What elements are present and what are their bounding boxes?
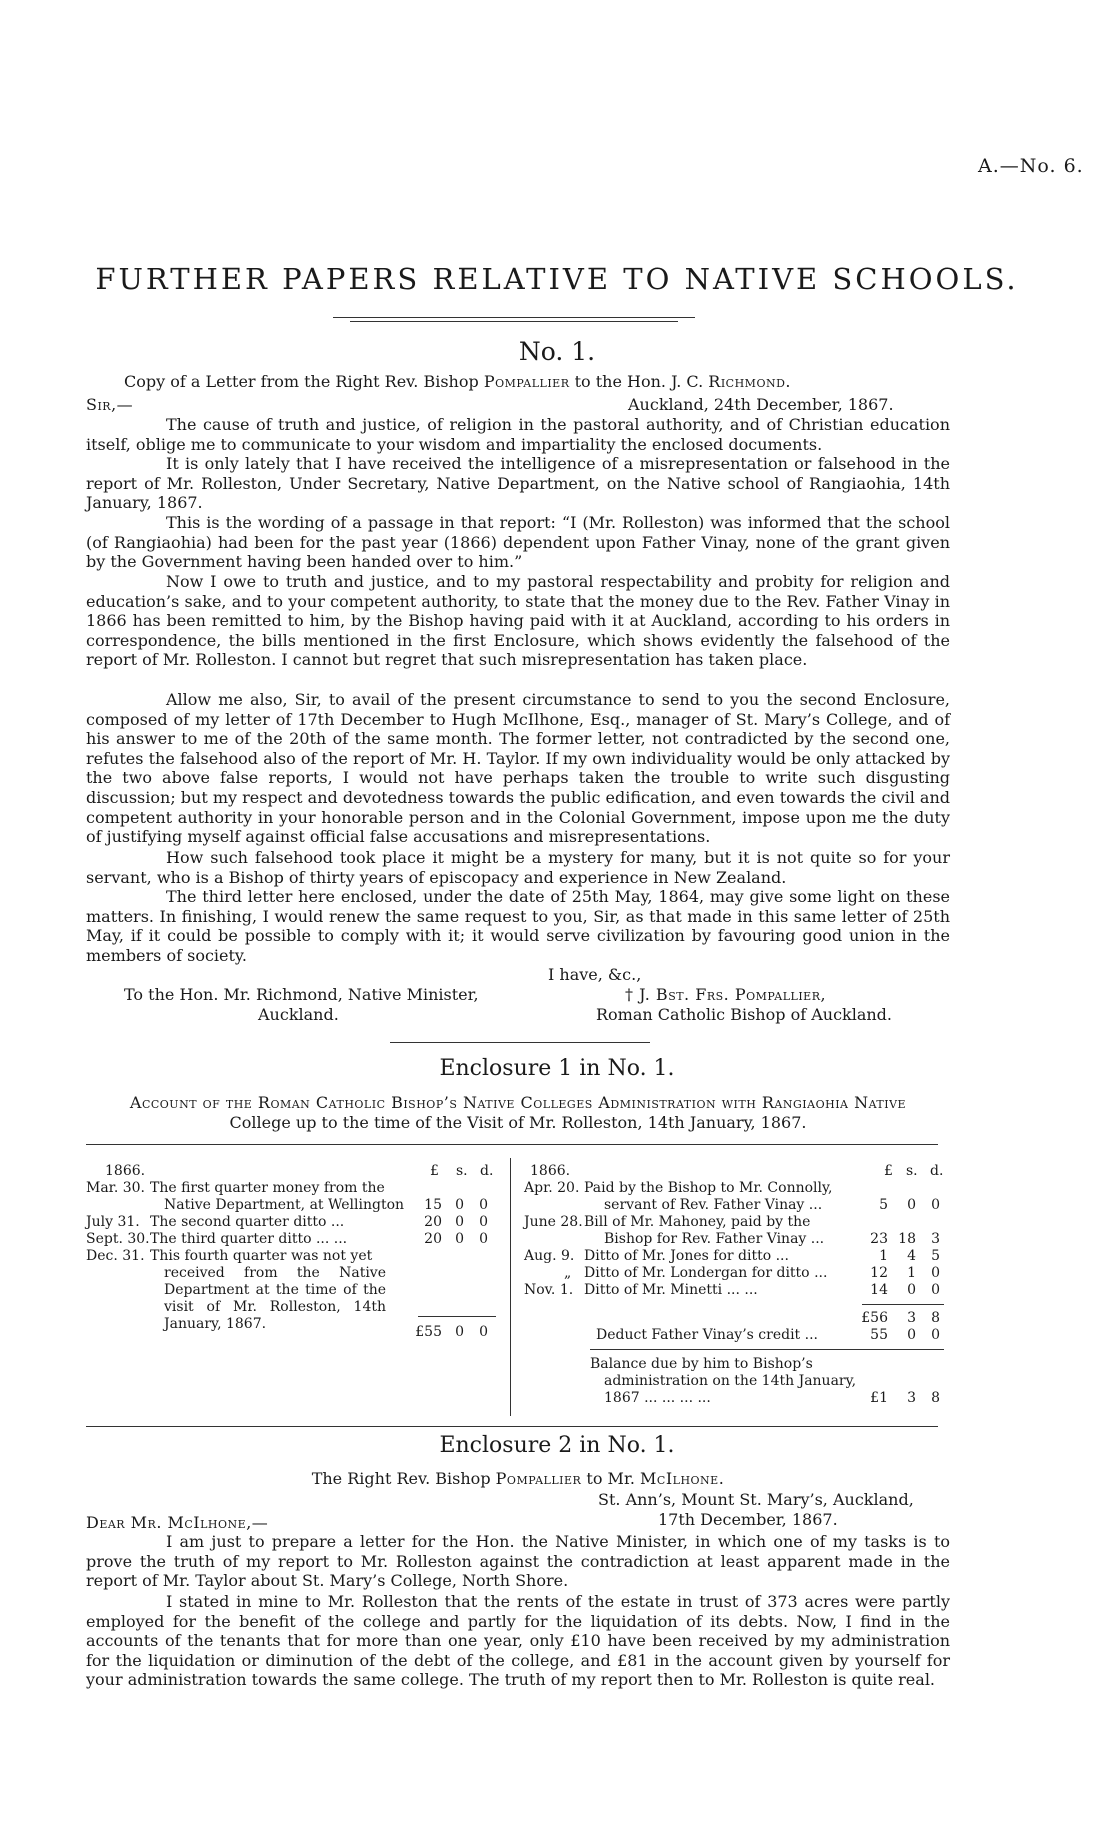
- letter-addressee: To the Hon. Mr. Richmond, Native Minister,: [124, 985, 479, 1004]
- left-row-pounds: 15: [424, 1197, 442, 1213]
- right-row-date: June 28.: [524, 1214, 583, 1230]
- right-subtotal-shillings: 3: [907, 1310, 916, 1326]
- document-title: FURTHER PAPERS RELATIVE TO NATIVE SCHOOLS.: [95, 262, 1019, 296]
- right-row-text: Bill of Mr. Mahoney, paid by the: [584, 1214, 811, 1230]
- currency-pound-header-right: £: [884, 1163, 893, 1179]
- enclosure2-date: 17th December, 1867.: [658, 1510, 838, 1529]
- right-row-pence: 3: [931, 1231, 940, 1247]
- balance-label-line1: Balance due by him to Bishop’s: [590, 1356, 813, 1372]
- letter-paragraph: This is the wording of a passage in that report: “I (Mr. Rolleston) was informed that the school (of Rangiaohia) had been for the past year (1866) dependent upon Father Vinay, none of the grant given by the Government having been handed over to him.”: [86, 513, 950, 572]
- enclosure2-caption-to: McIlhone.: [640, 1469, 725, 1488]
- right-row-date: „: [564, 1265, 572, 1281]
- letter-paragraph: The third letter here enclosed, under the date of 25th May, 1864, may give some light on these matters. In finishing, I would renew the same request to you, Sir, as that made in this same letter of 25th May, if it could be possible to comply with it; it would serve civilization by favouring good union in the members of society.: [86, 887, 950, 965]
- balance-label-line3: 1867 ... ... ... ...: [604, 1390, 711, 1406]
- right-year: 1866.: [530, 1163, 571, 1179]
- enclosure2-caption: [86, 1469, 950, 1489]
- balance-label-line2: administration on the 14th January,: [604, 1373, 857, 1389]
- right-row-text-cont: Bishop for Rev. Father Vinay ...: [604, 1231, 825, 1247]
- enclosure2-caption-from: Pompallier: [495, 1469, 582, 1488]
- letter-closing: I have, &c.,: [548, 965, 642, 984]
- left-row-date: Mar. 30.: [86, 1180, 146, 1196]
- right-row-shillings: 18: [898, 1231, 916, 1247]
- page-reference: A.—No. 6.: [978, 155, 1084, 177]
- right-row-pounds: 23: [870, 1231, 888, 1247]
- enclosure2-heading: Enclosure 2 in No. 1.: [439, 1433, 675, 1458]
- balance-rule: [590, 1349, 944, 1350]
- currency-pence-header: d.: [480, 1163, 494, 1179]
- currency-pound-header: £: [430, 1163, 439, 1179]
- left-row-pence: 0: [479, 1197, 488, 1213]
- left-row-text-cont: Native Department, at Wellington: [164, 1197, 405, 1213]
- right-row-shillings: 4: [907, 1248, 916, 1264]
- caption-to: Richmond.: [708, 372, 791, 391]
- deduct-label: Deduct Father Vinay’s credit ...: [596, 1327, 818, 1343]
- right-row-shillings: 0: [907, 1197, 916, 1213]
- right-row-date: Apr. 20.: [524, 1180, 580, 1196]
- right-row-text: Ditto of Mr. Jones for ditto ...: [584, 1248, 789, 1264]
- left-row-text: This fourth quarter was not yet: [150, 1248, 373, 1264]
- left-row-shillings: 0: [455, 1231, 464, 1247]
- left-row-text: The second quarter ditto ...: [150, 1214, 345, 1230]
- deduct-pence: 0: [931, 1327, 940, 1343]
- right-row-text: Ditto of Mr. Londergan for ditto ...: [584, 1265, 828, 1281]
- left-row-date: Sept. 30.: [86, 1231, 150, 1247]
- enclosure1-heading: Enclosure 1 in No. 1.: [439, 1056, 675, 1081]
- right-row-pounds: 5: [879, 1197, 888, 1213]
- right-row-text: Paid by the Bishop to Mr. Connolly,: [584, 1180, 833, 1196]
- left-row-text: The third quarter ditto ... ...: [150, 1231, 348, 1247]
- caption-mid: to the Hon. J. C.: [574, 372, 704, 391]
- left-row-pounds: 20: [424, 1214, 442, 1230]
- balance-pence: 8: [931, 1390, 940, 1406]
- right-row-date: Aug. 9.: [524, 1248, 575, 1264]
- letter-addressee-city: Auckland.: [258, 1005, 339, 1024]
- right-row-date: Nov. 1.: [524, 1282, 574, 1298]
- left-total-shillings: 0: [455, 1324, 464, 1340]
- right-row-pence: 0: [931, 1197, 940, 1213]
- right-row-pence: 0: [931, 1265, 940, 1281]
- currency-shilling-header: s.: [456, 1163, 468, 1179]
- right-row-text: Ditto of Mr. Minetti ... ...: [584, 1282, 758, 1298]
- left-year: 1866.: [105, 1163, 146, 1179]
- left-row-pence: 0: [479, 1231, 488, 1247]
- left-row-date: July 31.: [86, 1214, 140, 1230]
- right-row-pounds: 12: [870, 1265, 888, 1281]
- enclosure2-caption-mid: to Mr.: [586, 1469, 635, 1488]
- right-subtotal-pounds: £56: [861, 1310, 888, 1326]
- enclosure1-caption-line1: Account of the Roman Catholic Bishop’s Native Colleges Administration with Rangiaohia Native: [129, 1093, 907, 1112]
- balance-pounds: £1: [870, 1390, 888, 1406]
- letter-paragraph: Allow me also, Sir, to avail of the present circumstance to send to you the second Enclosure, composed of my letter of 17th December to Hugh McIlhone, Esq., manager of St. Mary’s College, and of his answer to me of the 20th of the same month. The former letter, not contradicted by the second one, refutes the falsehood also of the report of Mr. H. Taylor. If my own individuality would be only attacked by the two above false reports, I would not have perhaps taken the trouble to write such disgusting discussion; but my respect and devotedness towards the public edification, and even towards the civil and competent authority in your honorable person and in the Colonial Government, impose upon me the duty of justifying myself against official false accusations and misrepresentations.: [86, 690, 950, 847]
- caption-from: Pompallier: [483, 372, 570, 391]
- letter-number-heading: No. 1.: [518, 337, 596, 366]
- deduct-shillings: 0: [907, 1327, 916, 1343]
- currency-pence-header-right: d.: [930, 1163, 944, 1179]
- left-row-date: Dec. 31.: [86, 1248, 145, 1264]
- left-row-shillings: 0: [455, 1197, 464, 1213]
- letter-signature: † J. Bst. Frs. Pompallier,: [625, 985, 827, 1004]
- left-row-text-cont: received from the Native Department at the time of the visit of Mr. Rolleston, 14th January, 1867.: [164, 1265, 386, 1332]
- left-total-pounds: £55: [415, 1324, 442, 1340]
- caption-pre: Copy of a Letter from the Right Rev. Bishop: [124, 372, 479, 391]
- right-row-pounds: 1: [879, 1248, 888, 1264]
- account-bottom-rule: [86, 1426, 938, 1427]
- letter-salutation: Sir,—: [86, 395, 134, 414]
- right-row-shillings: 1: [907, 1265, 916, 1281]
- right-subtotal-pence: 8: [931, 1310, 940, 1326]
- letter-place-date: Auckland, 24th December, 1867.: [628, 395, 894, 414]
- balance-shillings: 3: [907, 1390, 916, 1406]
- right-row-pence: 0: [931, 1282, 940, 1298]
- right-subtotal-rule: [862, 1304, 944, 1305]
- enclosure2-salutation: Dear Mr. McIlhone,—: [86, 1513, 269, 1532]
- right-row-pounds: 14: [870, 1282, 888, 1298]
- left-total-rule: [418, 1316, 496, 1317]
- letter-paragraph: It is only lately that I have received the intelligence of a misrepresentation or falsehood in the report of Mr. Rolleston, Under Secretary, Native Department, on the Native school of Rangiaohia, 14th January, 1867.: [86, 454, 950, 513]
- currency-shilling-header-right: s.: [906, 1163, 918, 1179]
- right-row-text-cont: servant of Rev. Father Vinay ...: [604, 1197, 823, 1213]
- left-row-text: The first quarter money from the: [150, 1180, 385, 1196]
- letter-signature-title: Roman Catholic Bishop of Auckland.: [596, 1005, 893, 1024]
- left-total-pence: 0: [479, 1324, 488, 1340]
- deduct-pounds: 55: [870, 1327, 888, 1343]
- enclosure2-paragraph: I am just to prepare a letter for the Hon. the Native Minister, in which one of my tasks is to prove the truth of my report to Mr. Rolleston against the contradiction at least apparent made in the report of Mr. Taylor about St. Mary’s College, North Shore.: [86, 1532, 950, 1591]
- enclosure2-place: St. Ann’s, Mount St. Mary’s, Auckland,: [598, 1490, 914, 1509]
- letter-paragraph: The cause of truth and justice, of religion in the pastoral authority, and of Christian education itself, oblige me to communicate to your wisdom and impartiality the enclosed documents.: [86, 415, 950, 454]
- left-row-pounds: 20: [424, 1231, 442, 1247]
- left-row-shillings: 0: [455, 1214, 464, 1230]
- right-row-pence: 5: [931, 1248, 940, 1264]
- left-row-pence: 0: [479, 1214, 488, 1230]
- enclosure2-caption-pre: The Right Rev. Bishop: [311, 1469, 491, 1488]
- right-row-shillings: 0: [907, 1282, 916, 1298]
- enclosure1-caption-2: College up to the time of the Visit of Mr. Rolleston, 14th January, 1867.: [229, 1113, 807, 1132]
- letter-paragraph: How such falsehood took place it might be a mystery for many, but it is not quite so for your servant, who is a Bishop of thirty years of episcopacy and experience in New Zealand.: [86, 848, 950, 887]
- letter-paragraph: Now I owe to truth and justice, and to my pastoral respectability and probity for religion and education’s sake, and to your competent authority, to state that the money due to the Rev. Father Vinay in 1866 has been remitted to him, by the Bishop having paid with it at Auckland, according to his orders in correspondence, the bills mentioned in the first Enclosure, which shows evidently the falsehood of the report of Mr. Rolleston. I cannot but regret that such misrepresentation has taken place.: [86, 572, 950, 670]
- enclosure2-paragraph: I stated in mine to Mr. Rolleston that the rents of the estate in trust of 373 acres were partly employed for the benefit of the college and partly for the liquidation of its debts. Now, I find in the accounts of the tenants that for more than one year, only £10 have been received by my administration for the liquidation or diminution of the debt of the college, and £81 in the account given by yourself for your administration towards the same college. The truth of my report then to Mr. Rolleston is quite real.: [86, 1592, 950, 1690]
